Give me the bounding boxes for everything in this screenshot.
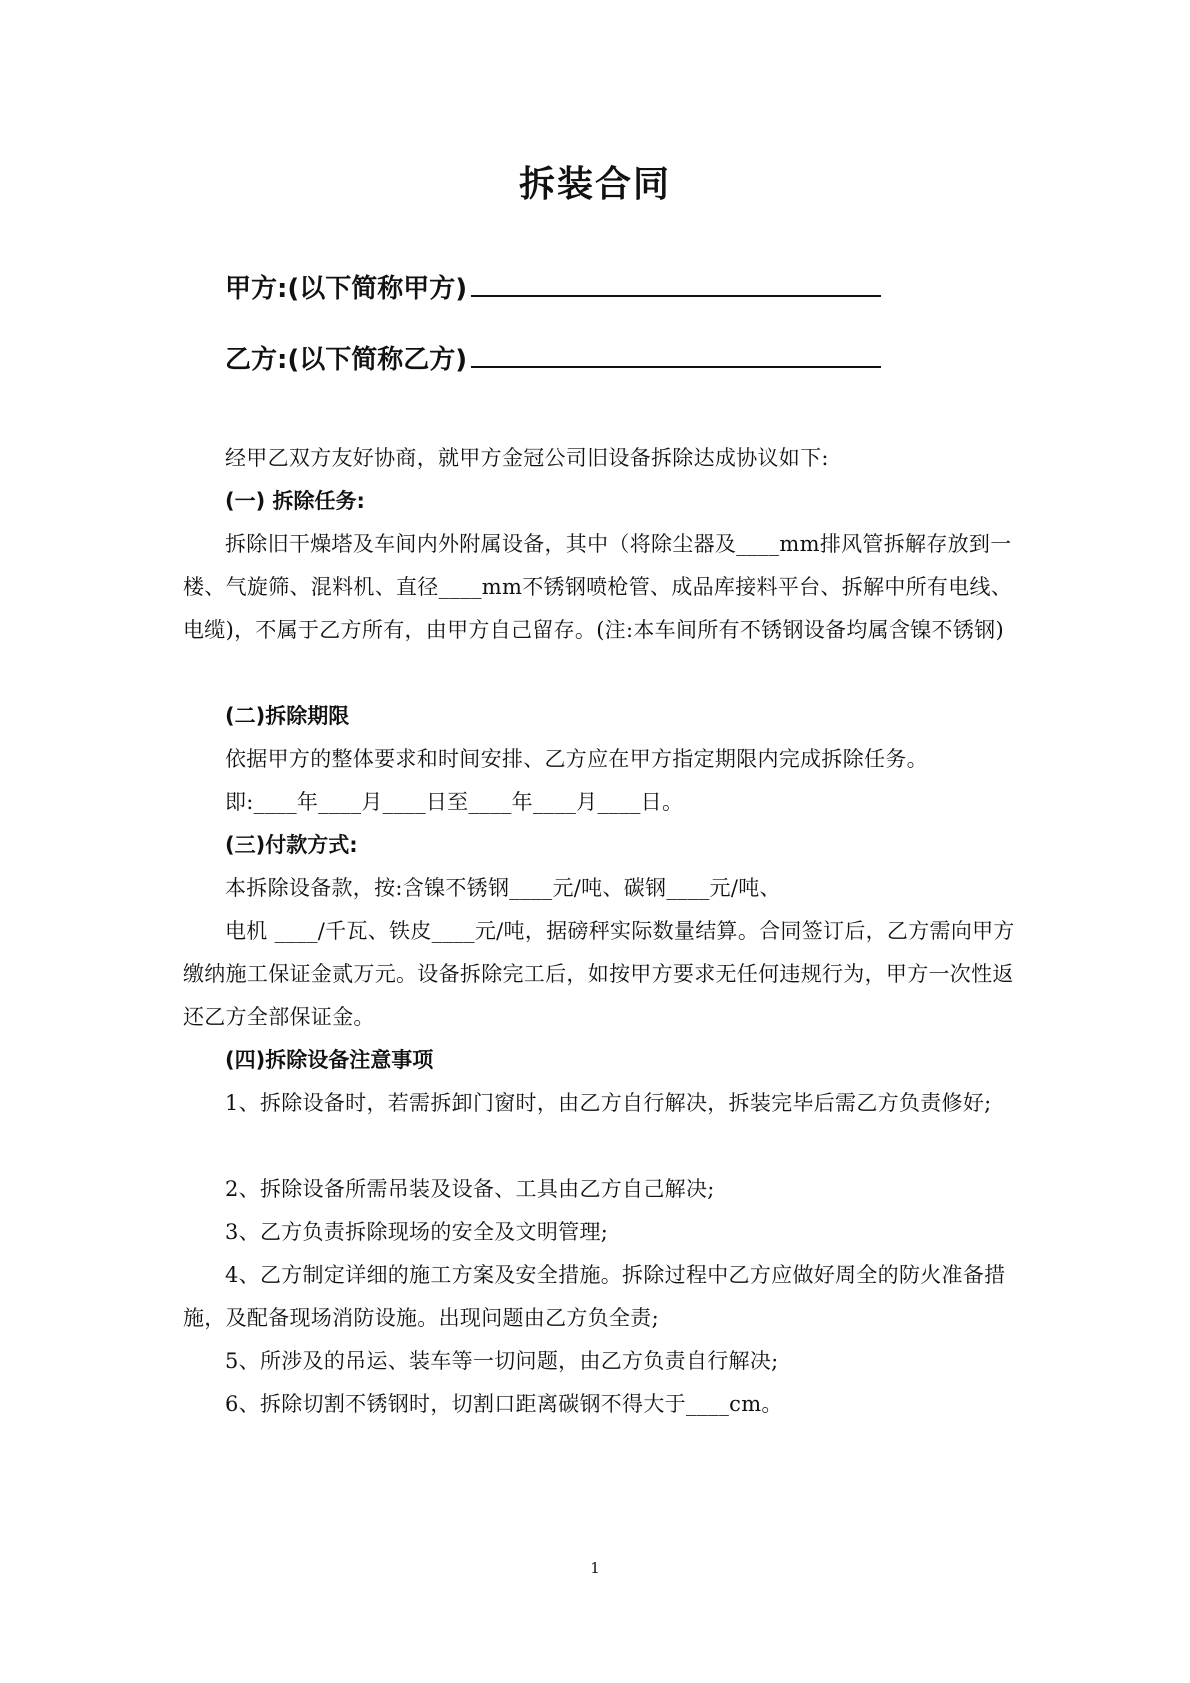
party-a-blank <box>471 267 881 297</box>
intro-paragraph: 经甲乙双方友好协商，就甲方金冠公司旧设备拆除达成协议如下: <box>225 446 829 470</box>
section-3-text: 电机 ____/千瓦、铁皮____元/吨，据磅秤实际数量结算。合同签订后，乙方需向甲方缴纳施工保证金贰万元。设备拆除完工后，如按甲方要求无任何违规行为，甲方一次性返还乙方全部保证金。 <box>183 919 1015 1029</box>
party-b-label: 乙方:(以下简称乙方) <box>225 345 468 375</box>
section-3-heading: (三)付款方式: <box>225 833 358 857</box>
list-item: 3、乙方负责拆除现场的安全及文明管理; <box>225 1220 609 1244</box>
party-b-blank <box>471 338 881 368</box>
list-item: 1、拆除设备时，若需拆卸门窗时，由乙方自行解决，拆装完毕后需乙方负责修好; <box>225 1091 992 1115</box>
party-a-line <box>225 267 925 307</box>
section-2-dates: 即:____年____月____日至____年____月____日。 <box>225 790 684 814</box>
list-item: 5、所涉及的吊运、装车等一切问题，由乙方负责自行解决; <box>225 1349 779 1373</box>
section-2-text: 依据甲方的整体要求和时间安排、乙方应在甲方指定期限内完成拆除任务。 <box>225 747 928 771</box>
party-a-label: 甲方:(以下简称甲方) <box>225 274 468 304</box>
document-title: 拆装合同 <box>518 164 671 205</box>
list-item: 2、拆除设备所需吊装及设备、工具由乙方自己解决; <box>225 1177 715 1201</box>
page-number: 1 <box>590 1559 600 1577</box>
party-b-line <box>225 338 925 378</box>
section-1-heading: (一) 拆除任务: <box>225 489 365 513</box>
list-item: 6、拆除切割不锈钢时，切割口距离碳钢不得大于____cm。 <box>225 1392 783 1416</box>
section-2-heading: (二)拆除期限 <box>225 704 350 728</box>
list-item: 4、乙方制定详细的施工方案及安全措施。拆除过程中乙方应做好周全的防火准备措施，及配备现场消防设施。出现问题由乙方负全责; <box>183 1263 1006 1330</box>
section-4-heading: (四)拆除设备注意事项 <box>225 1048 434 1072</box>
section-1-text: 拆除旧干燥塔及车间内外附属设备，其中（将除尘器及____mm排风管拆解存放到一楼、气旋筛、混料机、直径____mm不锈钢喷枪管、成品库接料平台、拆解中所有电线、电缆)，不属于乙方所有，由甲方自己留存。(注:本车间所有不锈钢设备均属含镍不锈钢) <box>183 532 1013 642</box>
section-3-line-1: 本拆除设备款，按:含镍不锈钢____元/吨、碳钢____元/吨、 <box>225 876 781 900</box>
